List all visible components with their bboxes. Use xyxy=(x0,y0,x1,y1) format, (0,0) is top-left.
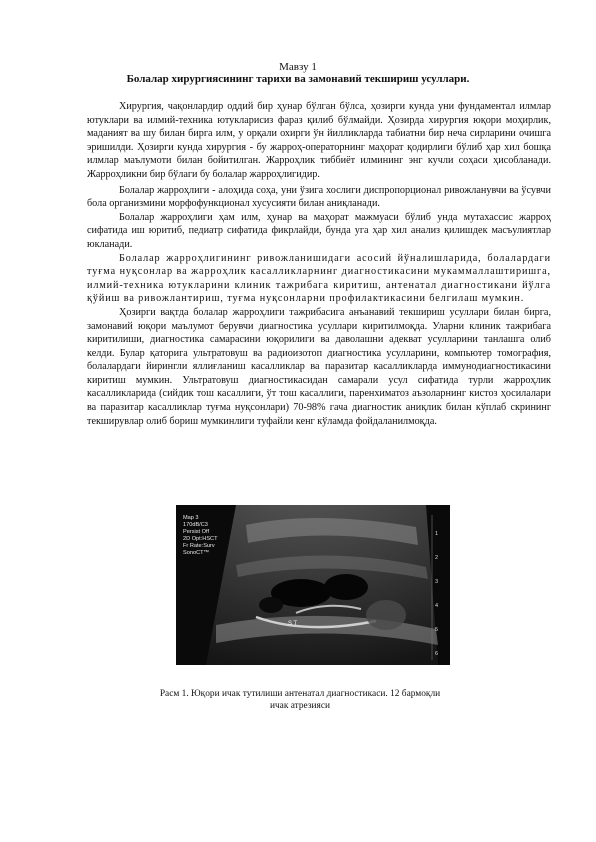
depth-mark: 6 xyxy=(435,651,439,657)
figure-caption: Расм 1. Юқори ичак тутилиши антенатал диагностикаси. 12 бармоқли ичак атрезияси xyxy=(159,689,441,711)
document-title: Болалар хирургиясининг тарихи ва замонавий текшириш усуллари. xyxy=(126,73,470,85)
paragraph: Ҳозирги вақтда болалар жарроҳлиги тажрибасига анъанавий текшириш усуллари билан бирга, замонавий юқори маълумот берувчи диагностика усуллари киритилмоқда. Уларни клиник тажрибага киритилиши, диагностика самарасини юқорилиги ва даволашни адекват усулларини танлашга олиб келди. Булар қаторига ультратовуш ва радиоизотоп диагностика усулларини, компьютер томография, болалардаги йирингли яллиғланиш касалликлар ва паразитар касалликларда иммунодиагностикасини киритиш мумкин. Ультратовуш диагностикасидан самарали усул сифатида турли жарроҳлик касалликларида (сийдик тош касаллиги, ўт тош касаллиги, паренхиматоз аъзоларнинг кистоз ҳосилалари ва паразитар касалликлар туғма нуқсонлари) 70-98% гача диагностик аниқлик билан кўплаб скрининг текширувлар олиб бориш мумкинлиги туфайли кенг кўламда фойдаланилмоқда. xyxy=(87,306,551,427)
stomach-marker-label: S T xyxy=(288,621,298,627)
topic-heading: Мавзу 1 xyxy=(279,61,317,73)
body-text xyxy=(87,100,551,428)
paragraph: Болалар жарроҳлигининг ривожланишидаги асосий йўналишларида, болалардаги туғма нуқсонлар ва жарроҳлик касалликларнинг диагностикасини мукаммаллаштиришга, илмий-техника ютукларини клиник тажрибага киритиш, антенатал диагностикани йўлга қўйиш ва ривожлантириш, туғма нуқсонларни профилактикасини белгилаш мумкин. xyxy=(87,252,551,305)
paragraph: Болалар жарроҳлиги ҳам илм, ҳунар ва маҳорат мажмуаси бўлиб унда мутахассис жарроҳ сифатида иш юритиб, педиатр сифатида фикрлайди, бунда уга ҳар хил анализ қилишдек масъулиятлар юкланади. xyxy=(87,211,551,250)
depth-mark: 3 xyxy=(435,579,439,585)
paragraph: Болалар жарроҳлиги - алоҳида соҳа, уни ўзига хослиги диспропорционал ривожланувчи ва ўсувчи бола организмини морфофункционал хусусияти билан аниқланади. xyxy=(87,184,551,210)
depth-mark: 2 xyxy=(435,555,439,561)
ultrasound-image xyxy=(176,505,450,665)
depth-mark: 5 xyxy=(435,627,439,633)
paragraph: Хирургия, чақонлардир оддий бир ҳунар бўлган бўлса, ҳозирги кунда уни фундаментал илмлар ютуклари ва илмий-техника ютукларисиз фараз қилиб бўлмайди. Ҳозирда хирургия юқори моҳирлик, маданият ва шу билан бирга илм, у орқали охирги ўн йилликларда табиатни бир неча сирларини очишга эришилди. Ҳозирги кунда хирургия - бу жарроҳ-операторнинг маҳорат қодирлиги бўлиб ҳар хил бошқа илмлар маълумоти билан бойитилган. Жарроҳлик тиббиёт илмининг энг кучли соҳаси ҳисобланади. Жарроҳликни бир бўлаги бу болалар жарроҳлигидир. xyxy=(87,101,551,180)
scanner-settings-text: Map 3 170dB/C3 Persist Off 2D Opt:HSCT Fr Rate:Surv SonoCT™ xyxy=(183,515,218,556)
depth-mark: 1 xyxy=(435,531,439,537)
depth-mark: 4 xyxy=(435,603,439,609)
